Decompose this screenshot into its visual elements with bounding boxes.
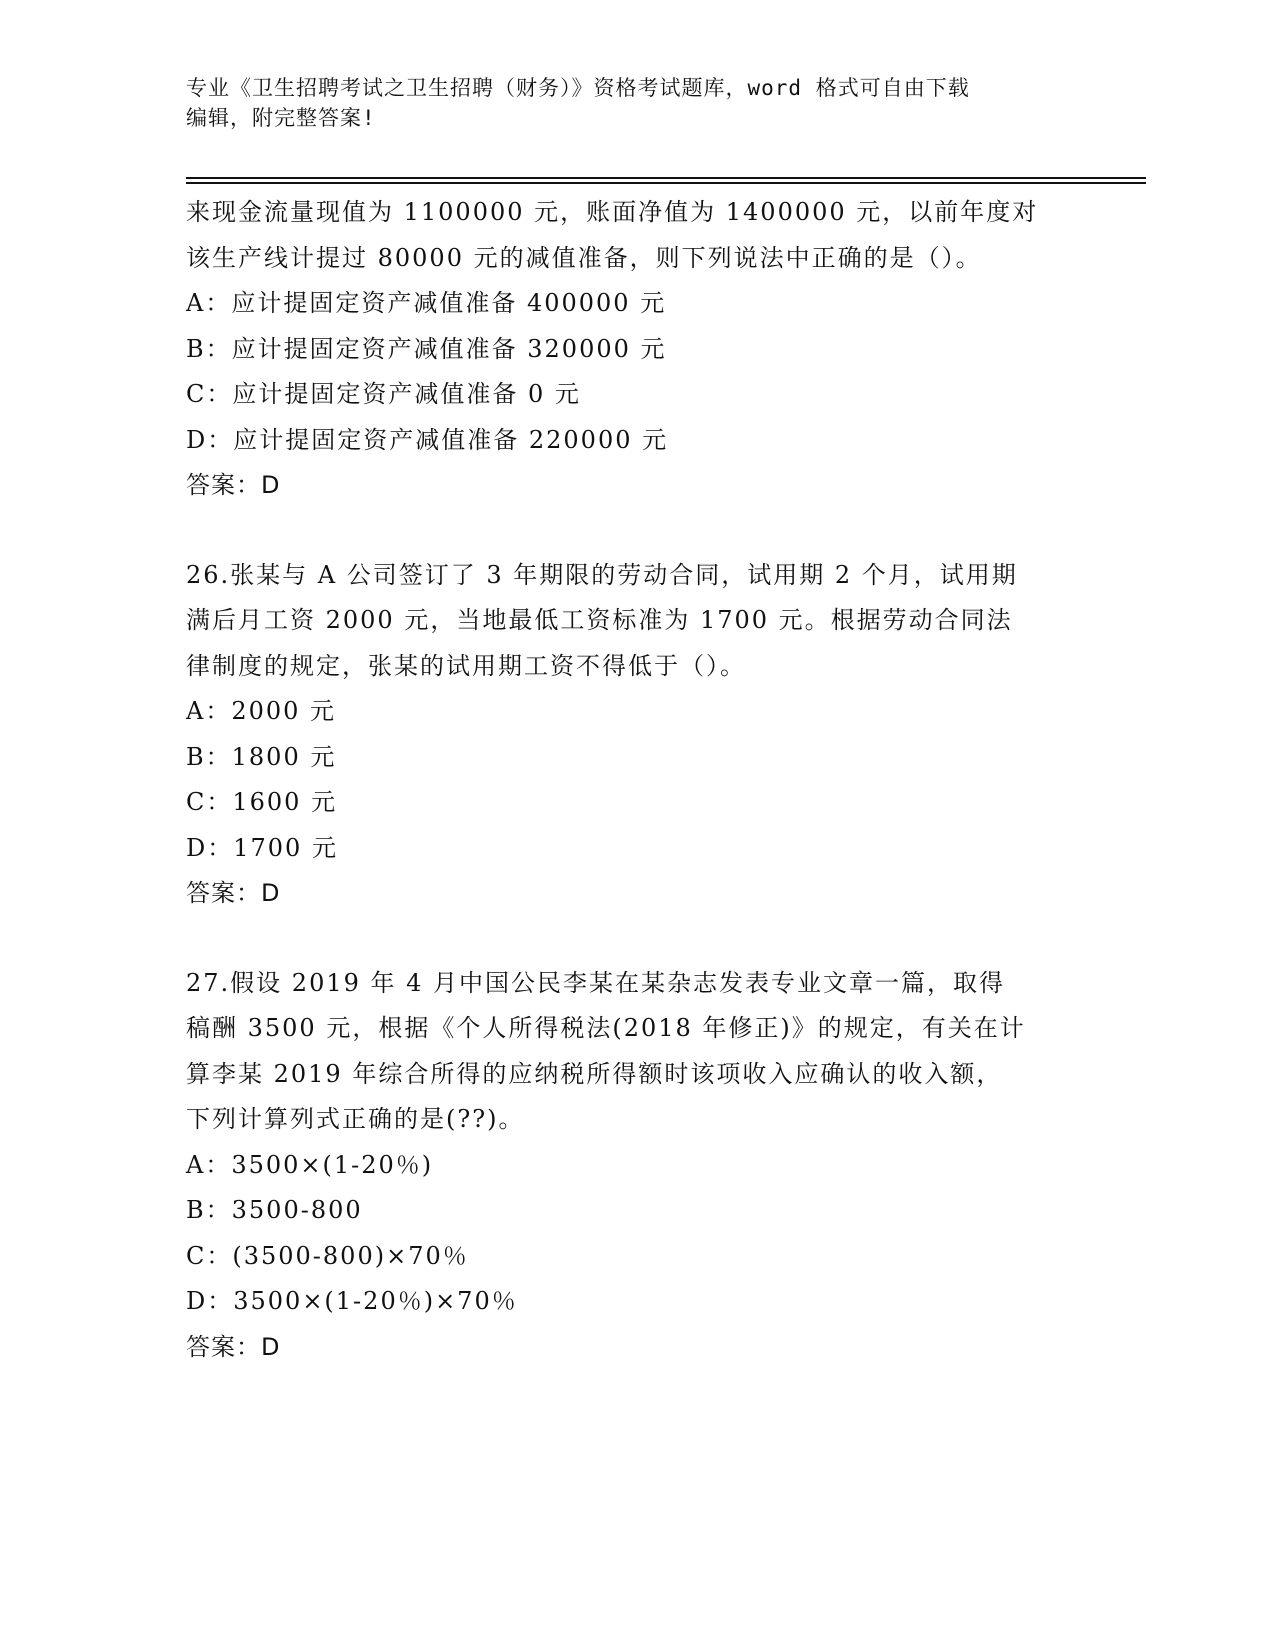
option-a: A：应计提固定资产减值准备 400000 元: [186, 289, 667, 317]
question-list: [186, 190, 1106, 1370]
question-27: [186, 961, 1106, 1371]
document-header: [186, 73, 1106, 133]
option-b: B：1800 元: [186, 742, 337, 771]
option-d: D：应计提固定资产减值准备 220000 元: [186, 425, 669, 454]
answer-line: 答案：D: [186, 471, 281, 499]
question-text-line: 算李某 2019 年综合所得的应纳税所得额时该项收入应确认的收入额，: [186, 1059, 1003, 1088]
header-divider-bottom: [186, 182, 1146, 184]
option-b: B：应计提固定资产减值准备 320000 元: [186, 334, 667, 363]
question-text-line: 下列计算列式正确的是(??)。: [186, 1105, 525, 1133]
header-divider-top: [186, 177, 1146, 179]
question-text-line: 满后月工资 2000 元，当地最低工资标准为 1700 元。根据劳动合同法: [186, 606, 1013, 634]
option-b: B：3500-800: [186, 1196, 363, 1224]
option-a: A：2000 元: [186, 697, 337, 725]
option-c: C：应计提固定资产减值准备 0 元: [186, 380, 581, 408]
option-d: D：3500×(1-20％)×70％: [186, 1287, 518, 1315]
option-c: C：1600 元: [186, 788, 338, 816]
spacer: [186, 509, 1106, 553]
answer-line: 答案：D: [186, 1332, 281, 1361]
option-a: A：3500×(1-20％): [186, 1150, 434, 1179]
spacer: [186, 917, 1106, 961]
header-line-2: 编辑，附完整答案!: [186, 106, 376, 130]
question-text-line: 该生产线计提过 80000 元的减值准备，则下列说法中正确的是（）。: [186, 243, 982, 272]
option-d: D：1700 元: [186, 833, 338, 862]
question-text-line: 26.张某与 A 公司签订了 3 年期限的劳动合同，试用期 2 个月，试用期: [186, 560, 1018, 589]
question-text-line: 27.假设 2019 年 4 月中国公民李某在某杂志发表专业文章一篇，取得: [186, 968, 1006, 997]
option-c: C：(3500-800)×70％: [186, 1241, 469, 1270]
question-text-line: 稿酬 3500 元，根据《个人所得税法(2018 年修正)》的规定，有关在计: [186, 1014, 1026, 1042]
answer-line: 答案：D: [186, 879, 281, 907]
header-line-1: 专业《卫生招聘考试之卫生招聘（财务）》资格考试题库，word 格式可自由下载: [186, 76, 970, 100]
question-25: [186, 190, 1106, 509]
question-text-line: 来现金流量现值为 1100000 元，账面净值为 1400000 元，以前年度对: [186, 198, 1039, 226]
question-26: [186, 553, 1106, 917]
question-text-line: 律制度的规定，张某的试用期工资不得低于（）。: [186, 651, 746, 680]
